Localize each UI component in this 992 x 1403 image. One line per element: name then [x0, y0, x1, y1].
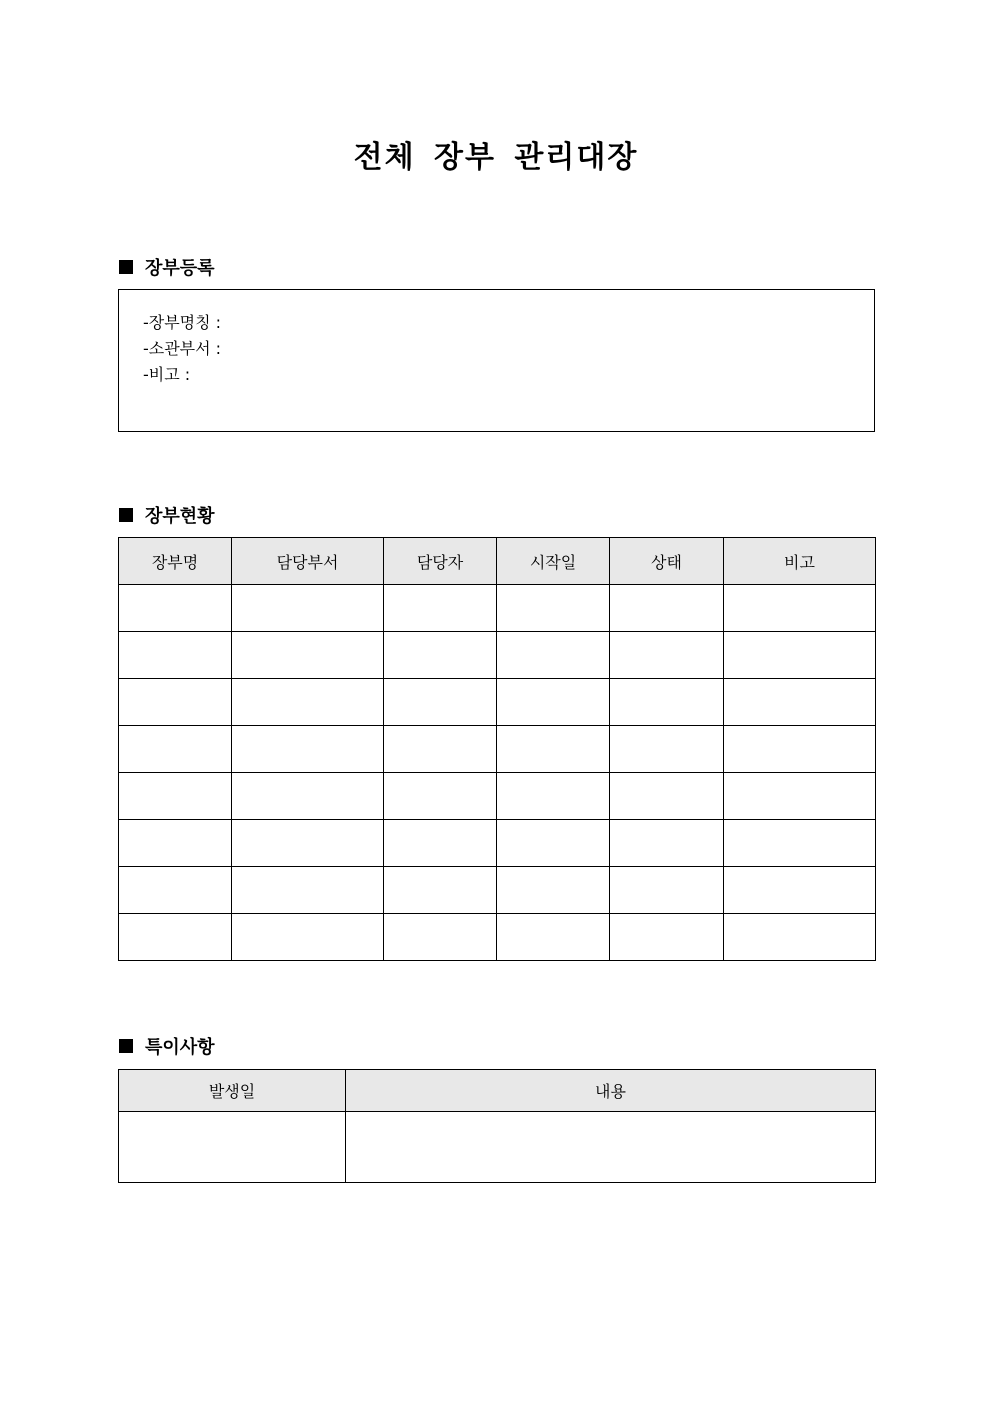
table-cell[interactable] — [724, 820, 876, 867]
column-header-occurrence-date: 발생일 — [119, 1070, 346, 1112]
table-cell[interactable] — [232, 867, 384, 914]
status-heading-label: 장부현황 — [145, 506, 215, 527]
table-cell[interactable] — [119, 585, 232, 632]
table-cell[interactable] — [119, 1112, 346, 1183]
table-cell[interactable] — [610, 726, 724, 773]
table-cell[interactable] — [384, 726, 497, 773]
table-cell[interactable] — [497, 632, 610, 679]
column-header-department: 담당부서 — [232, 538, 384, 585]
table-row — [119, 726, 876, 773]
ledger-name-field[interactable]: -장부명칭 : — [143, 313, 222, 332]
table-cell[interactable] — [610, 632, 724, 679]
table-cell[interactable] — [384, 585, 497, 632]
column-header-content: 내용 — [346, 1070, 876, 1112]
table-cell[interactable] — [119, 679, 232, 726]
table-row — [119, 914, 876, 961]
table-row — [119, 679, 876, 726]
registration-heading — [119, 254, 215, 280]
table-cell[interactable] — [119, 867, 232, 914]
table-cell[interactable] — [119, 820, 232, 867]
table-row — [119, 632, 876, 679]
remarks-field[interactable]: -비고 : — [143, 365, 191, 384]
table-cell[interactable] — [232, 773, 384, 820]
table-cell[interactable] — [232, 726, 384, 773]
table-cell[interactable] — [232, 914, 384, 961]
column-header-status: 상태 — [610, 538, 724, 585]
table-cell[interactable] — [724, 867, 876, 914]
table-cell[interactable] — [232, 585, 384, 632]
table-cell[interactable] — [497, 914, 610, 961]
registration-heading-label: 장부등록 — [145, 258, 215, 279]
table-cell[interactable] — [384, 679, 497, 726]
table-cell[interactable] — [232, 820, 384, 867]
table-cell[interactable] — [724, 773, 876, 820]
table-cell[interactable] — [724, 726, 876, 773]
square-bullet-icon — [119, 508, 133, 522]
table-cell[interactable] — [119, 914, 232, 961]
table-cell[interactable] — [119, 632, 232, 679]
table-cell[interactable] — [497, 820, 610, 867]
table-row — [119, 585, 876, 632]
table-cell[interactable] — [610, 679, 724, 726]
registration-fields — [143, 310, 221, 388]
table-cell[interactable] — [497, 585, 610, 632]
table-cell[interactable] — [724, 914, 876, 961]
table-cell[interactable] — [610, 914, 724, 961]
table-cell[interactable] — [346, 1112, 876, 1183]
status-table — [118, 537, 876, 961]
table-row — [119, 867, 876, 914]
table-cell[interactable] — [119, 773, 232, 820]
table-row — [119, 773, 876, 820]
square-bullet-icon — [119, 260, 133, 274]
table-cell[interactable] — [610, 820, 724, 867]
notes-heading — [119, 1033, 215, 1059]
department-field[interactable]: -소관부서 : — [143, 339, 222, 358]
table-cell[interactable] — [724, 585, 876, 632]
table-cell[interactable] — [610, 585, 724, 632]
table-cell[interactable] — [497, 867, 610, 914]
notes-heading-label: 특이사항 — [145, 1037, 215, 1058]
column-header-ledger-name: 장부명 — [119, 538, 232, 585]
column-header-remarks: 비고 — [724, 538, 876, 585]
table-cell[interactable] — [610, 867, 724, 914]
notes-table — [118, 1069, 876, 1183]
column-header-start-date: 시작일 — [497, 538, 610, 585]
status-table-header — [119, 538, 876, 585]
table-row — [119, 1112, 876, 1183]
table-cell[interactable] — [497, 679, 610, 726]
registration-box — [118, 289, 875, 432]
column-header-manager: 담당자 — [384, 538, 497, 585]
table-cell[interactable] — [724, 632, 876, 679]
table-cell[interactable] — [384, 632, 497, 679]
table-cell[interactable] — [497, 773, 610, 820]
table-cell[interactable] — [232, 632, 384, 679]
table-cell[interactable] — [384, 773, 497, 820]
square-bullet-icon — [119, 1039, 133, 1053]
table-cell[interactable] — [119, 726, 232, 773]
page-title: 전체 장부 관리대장 — [353, 140, 639, 175]
status-heading — [119, 502, 215, 528]
table-cell[interactable] — [384, 820, 497, 867]
table-row — [119, 820, 876, 867]
table-cell[interactable] — [497, 726, 610, 773]
table-cell[interactable] — [610, 773, 724, 820]
table-cell[interactable] — [384, 914, 497, 961]
table-cell[interactable] — [384, 867, 497, 914]
table-cell[interactable] — [724, 679, 876, 726]
table-cell[interactable] — [232, 679, 384, 726]
notes-table-header — [119, 1070, 876, 1112]
